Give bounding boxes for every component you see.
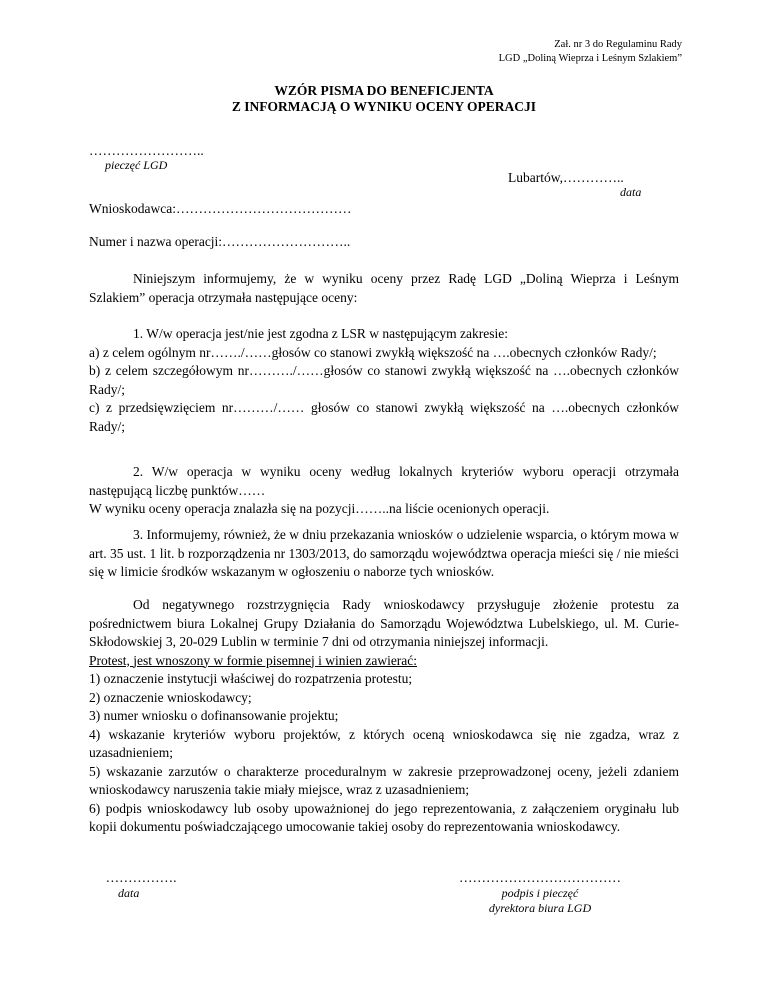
attachment-note-line1: Zał. nr 3 do Regulaminu Rady <box>554 39 682 50</box>
document-title <box>0 83 768 115</box>
signature-date-label: data <box>118 886 140 900</box>
director-signature-dots: ……………………………… <box>459 870 621 885</box>
director-signature-label-1: podpis i pieczęć <box>501 886 579 900</box>
stamp-dots: …………………….. <box>89 143 204 158</box>
operation-field: Numer i nazwa operacji:……………………….. <box>89 234 351 249</box>
section-1-heading: 1. W/w operacja jest/nie jest zgodna z LSR w następującym zakresie: <box>133 326 509 341</box>
section-1-item-b: b) z celem szczegółowym nr………./……głosów co stanowi zwykłą większość na ….obecnych członków Rady/; <box>89 363 679 397</box>
attachment-note <box>499 38 682 66</box>
signature-date-field <box>96 870 186 901</box>
stamp-label: pieczęć LGD <box>105 158 168 172</box>
section-2-text: 2. W/w operacja w wyniku oceny według lokalnych kryteriów wyboru operacji otrzymała następującą liczbę punktów…… <box>89 464 679 498</box>
protest-item-4: 4) wskazanie kryteriów wyboru projektów, z których oceną wnioskodawca się nie zgadza, wraz z uzasadnieniem; <box>89 726 679 760</box>
protest-item-3: 3) numer wniosku o dofinansowanie projektu; <box>89 708 339 723</box>
section-1 <box>89 325 679 436</box>
section-1-item-c: c) z przedsięwzięciem nr………/…… głosów co stanowi zwykłą większość na ….obecnych członków Rady/; <box>89 400 679 434</box>
attachment-note-line2: LGD „Doliną Wieprza i Leśnym Szlakiem” <box>498 53 682 64</box>
place-date-text: Lubartów,………….. <box>508 170 624 185</box>
stamp-field <box>89 143 204 173</box>
protest-intro: Od negatywnego rozstrzygnięcia Rady wnioskodawcy przysługuje złożenie protestu za pośrednictwem biura Lokalnej Grupy Działania do Samorządu Województwa Lubelskiego, ul. M. Curie-Skłodowskiej 3, 20-029 Lublin w terminie 7 dni od otrzymania niniejszej informacji. <box>89 597 679 649</box>
section-3-text: 3. Informujemy, również, że w dniu przekazania wniosków o udzielenie wsparcia, o którym mowa w art. 35 ust. 1 lit. b rozporządzenia nr 1303/2013, do samorządu województwa operacja mieści się / nie mieści się w limicie środków wskazanym w ogłoszeniu o naborze tych wniosków. <box>89 527 679 579</box>
protest-section <box>89 596 679 837</box>
section-3 <box>89 526 679 582</box>
signature-date-dots: ……………. <box>105 870 177 885</box>
intro-text: Niniejszym informujemy, że w wyniku oceny przez Radę LGD „Doliną Wieprza i Leśnym Szlakiem” operacja otrzymała następujące oceny: <box>89 271 679 305</box>
applicant-field: Wnioskodawca:………………………………… <box>89 201 352 216</box>
section-2-position: W wyniku oceny operacja znalazła się na pozycji……..na liście ocenionych operacji. <box>89 501 550 516</box>
place-date-field <box>508 170 641 200</box>
director-signature-field <box>450 870 630 916</box>
section-1-item-a: a) z celem ogólnym nr……./……głosów co stanowi zwykłą większość na ….obecnych członków Rady/; <box>89 344 657 360</box>
director-signature-label-2: dyrektora biura LGD <box>488 901 592 915</box>
title-line2: Z INFORMACJĄ O WYNIKU OCENY OPERACJI <box>231 99 537 114</box>
protest-item-6: 6) podpis wnioskodawcy lub osoby upoważnionej do jego reprezentowania, z załączeniem oryginału lub kopii dokumentu poświadczającego umocowanie takiej osoby do reprezentowania wnioskodawcy. <box>89 800 679 834</box>
protest-item-2: 2) oznaczenie wnioskodawcy; <box>89 689 252 705</box>
protest-item-1: 1) oznaczenie instytucji właściwej do rozpatrzenia protestu; <box>89 671 413 686</box>
protest-item-5: 5) wskazanie zarzutów o charakterze proceduralnym w zakresie przeprowadzonej oceny, jeżeli zdaniem wnioskodawcy naruszenia takie miały miejsce, wraz z uzasadnieniem; <box>89 763 679 797</box>
section-2 <box>89 463 679 519</box>
title-line1: WZÓR PISMA DO BENEFICJENTA <box>274 83 494 98</box>
intro-paragraph <box>89 270 679 307</box>
protest-heading: Protest, jest wnoszony w formie pisemnej i winien zawierać: <box>89 652 418 668</box>
place-date-label: data <box>620 185 642 199</box>
